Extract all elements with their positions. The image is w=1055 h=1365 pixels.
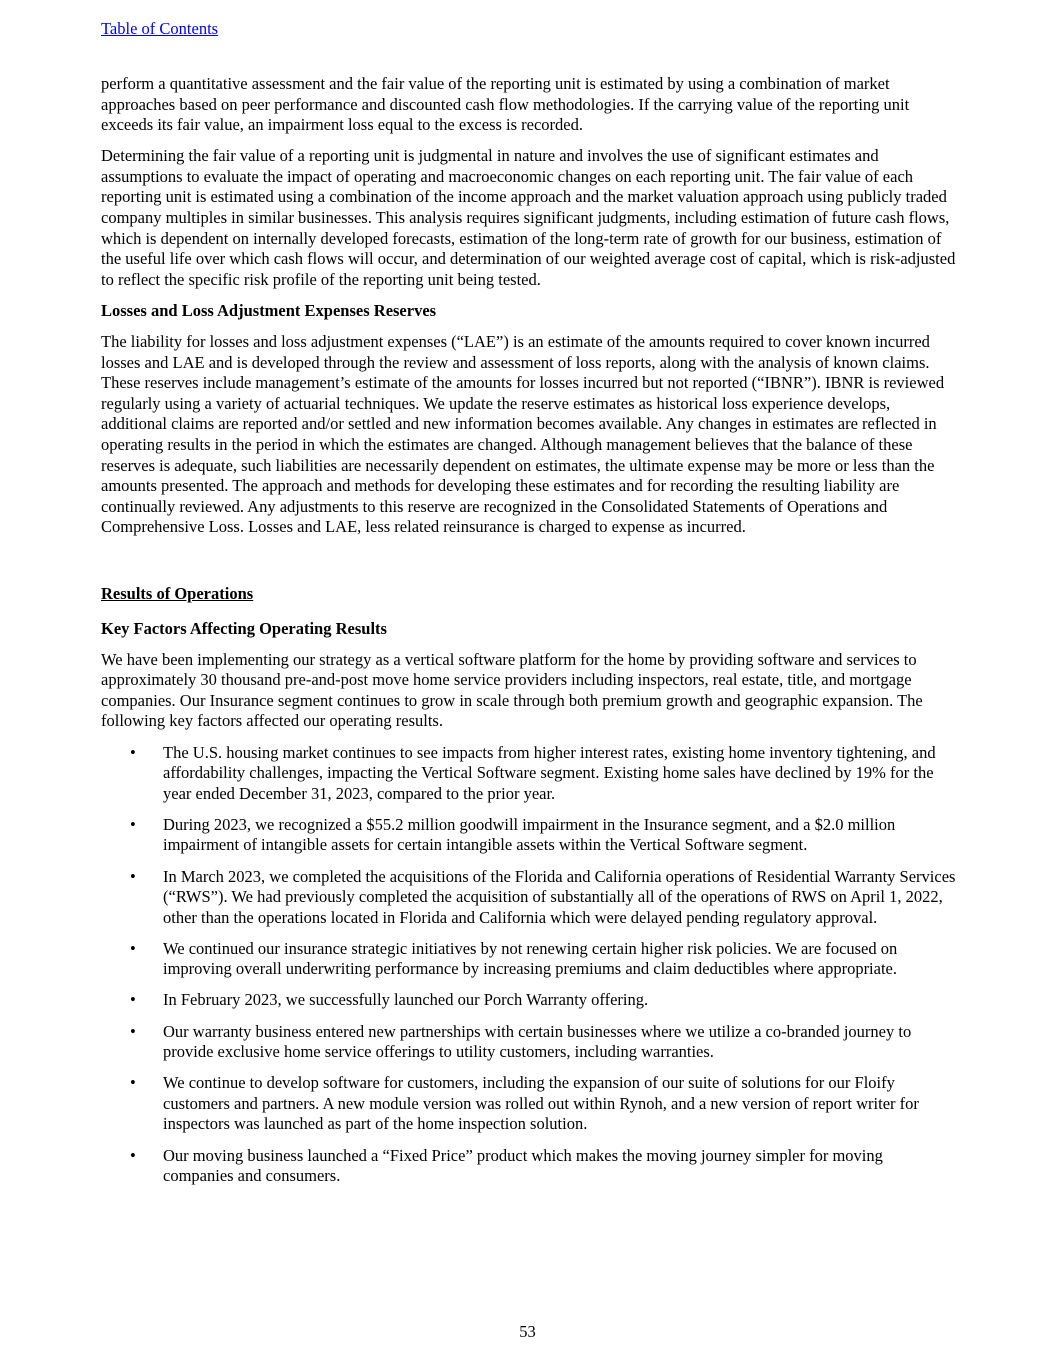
list-item bbox=[101, 815, 957, 856]
heading-lae-reserves: Losses and Loss Adjustment Expenses Reserves bbox=[101, 300, 437, 320]
bullet-icon: • bbox=[130, 990, 136, 1010]
list-item-text: In March 2023, we completed the acquisitions of the Florida and California operations of Residential Warranty Services (“RWS”). We had previously completed the acquisition of substantially all of the operations of RWS on April 1, 2022, other than the operations located in Florida and California which were delayed pending regulatory approval. bbox=[163, 866, 956, 927]
list-item-text: In February 2023, we successfully launched our Porch Warranty offering. bbox=[163, 990, 649, 1010]
paragraph-strategy: We have been implementing our strategy as a vertical software platform for the home by providing software and services to approximately 30 thousand pre-and-post move home service providers including inspectors, real estate, title, and mortgage companies. Our Insurance segment continues to grow in scale through both premium growth and geographic expansion. The following key factors affected our operating results. bbox=[101, 649, 923, 731]
page-number: 53 bbox=[519, 1322, 536, 1341]
list-item bbox=[101, 1146, 957, 1187]
list-item-text: Our moving business launched a “Fixed Price” product which makes the moving journey simpler for moving companies and consumers. bbox=[163, 1145, 883, 1186]
list-item bbox=[101, 990, 957, 1011]
paragraph-impairment-assessment: perform a quantitative assessment and the fair value of the reporting unit is estimated by using a combination of market approaches based on peer performance and discounted cash flow methodologies. If the carrying value of the reporting unit exceeds its fair value, an impairment loss equal to the excess is recorded. bbox=[101, 74, 910, 135]
table-of-contents-link[interactable]: Table of Contents bbox=[101, 19, 219, 38]
document-body bbox=[101, 74, 957, 1197]
list-item-text: The U.S. housing market continues to see impacts from higher interest rates, existing home inventory tightening, and affordability challenges, impacting the Vertical Software segment. Existing home sales have declined by 19% for the year ended December 31, 2023, compared to the prior year. bbox=[163, 742, 936, 803]
list-item bbox=[101, 867, 957, 929]
list-item-text: Our warranty business entered new partnerships with certain businesses where we utilize a co-branded journey to provide exclusive home service offerings to utility customers, including warranties. bbox=[163, 1021, 912, 1062]
bullet-icon: • bbox=[130, 866, 136, 886]
list-item-text: During 2023, we recognized a $55.2 million goodwill impairment in the Insurance segment, and a $2.0 million impairment of intangible assets for certain intangible assets within the Vertical Software segment. bbox=[163, 814, 896, 855]
list-item bbox=[101, 743, 957, 805]
bullet-icon: • bbox=[130, 1021, 136, 1041]
bullet-icon: • bbox=[130, 814, 136, 834]
list-item-text: We continue to develop software for customers, including the expansion of our suite of solutions for our Floify customers and partners. A new module version was rolled out within Rynoh, and a new version of report writer for inspectors was launched as part of the home inspection solution. bbox=[163, 1073, 919, 1134]
bullet-icon: • bbox=[130, 742, 136, 762]
list-item bbox=[101, 939, 957, 980]
bullet-icon: • bbox=[130, 938, 136, 958]
list-item bbox=[101, 1073, 957, 1135]
key-factors-list bbox=[101, 743, 957, 1187]
bullet-icon: • bbox=[130, 1145, 136, 1165]
list-item-text: We continued our insurance strategic initiatives by not renewing certain higher risk policies. We are focused on improving overall underwriting performance by increasing premiums and claim deductibles where appropriate. bbox=[163, 938, 898, 979]
paragraph-lae: The liability for losses and loss adjustment expenses (“LAE”) is an estimate of the amounts required to cover known incurred losses and LAE and is developed through the review and assessment of loss reports, along with the analysis of known claims. These reserves include management’s estimate of the amounts for losses incurred but not reported (“IBNR”). IBNR is reviewed regularly using a variety of actuarial techniques. We update the reserve estimates as historical loss experience develops, additional claims are reported and/or settled and new information becomes available. Any changes in estimates are reflected in operating results in the period in which the estimates are changed. Although management believes that the balance of these reserves is adequate, such liabilities are necessarily dependent on estimates, the ultimate expense may be more or less than the amounts presented. The approach and methods for developing these estimates and for recording the resulting liability are continually reviewed. Any adjustments to this reserve are recognized in the Consolidated Statements of Operations and Comprehensive Loss. Losses and LAE, less related reinsurance is charged to expense as incurred. bbox=[101, 332, 945, 537]
paragraph-fair-value: Determining the fair value of a reporting unit is judgmental in nature and involves the use of significant estimates and assumptions to evaluate the impact of operating and macroeconomic changes on each reporting unit. The fair value of each reporting unit is estimated using a combination of the income approach and the market valuation approach using publicly traded company multiples in similar businesses. This analysis requires significant judgments, including estimation of future cash flows, which is dependent on internally developed forecasts, estimation of the long-term rate of growth for our business, estimation of the useful life over which cash flows will occur, and determination of our weighted average cost of capital, which is risk-adjusted to reflect the specific risk profile of the reporting unit being tested. bbox=[101, 146, 956, 289]
list-item bbox=[101, 1022, 957, 1063]
bullet-icon: • bbox=[130, 1073, 136, 1093]
heading-results-of-operations: Results of Operations bbox=[101, 583, 254, 603]
heading-key-factors: Key Factors Affecting Operating Results bbox=[101, 618, 387, 638]
